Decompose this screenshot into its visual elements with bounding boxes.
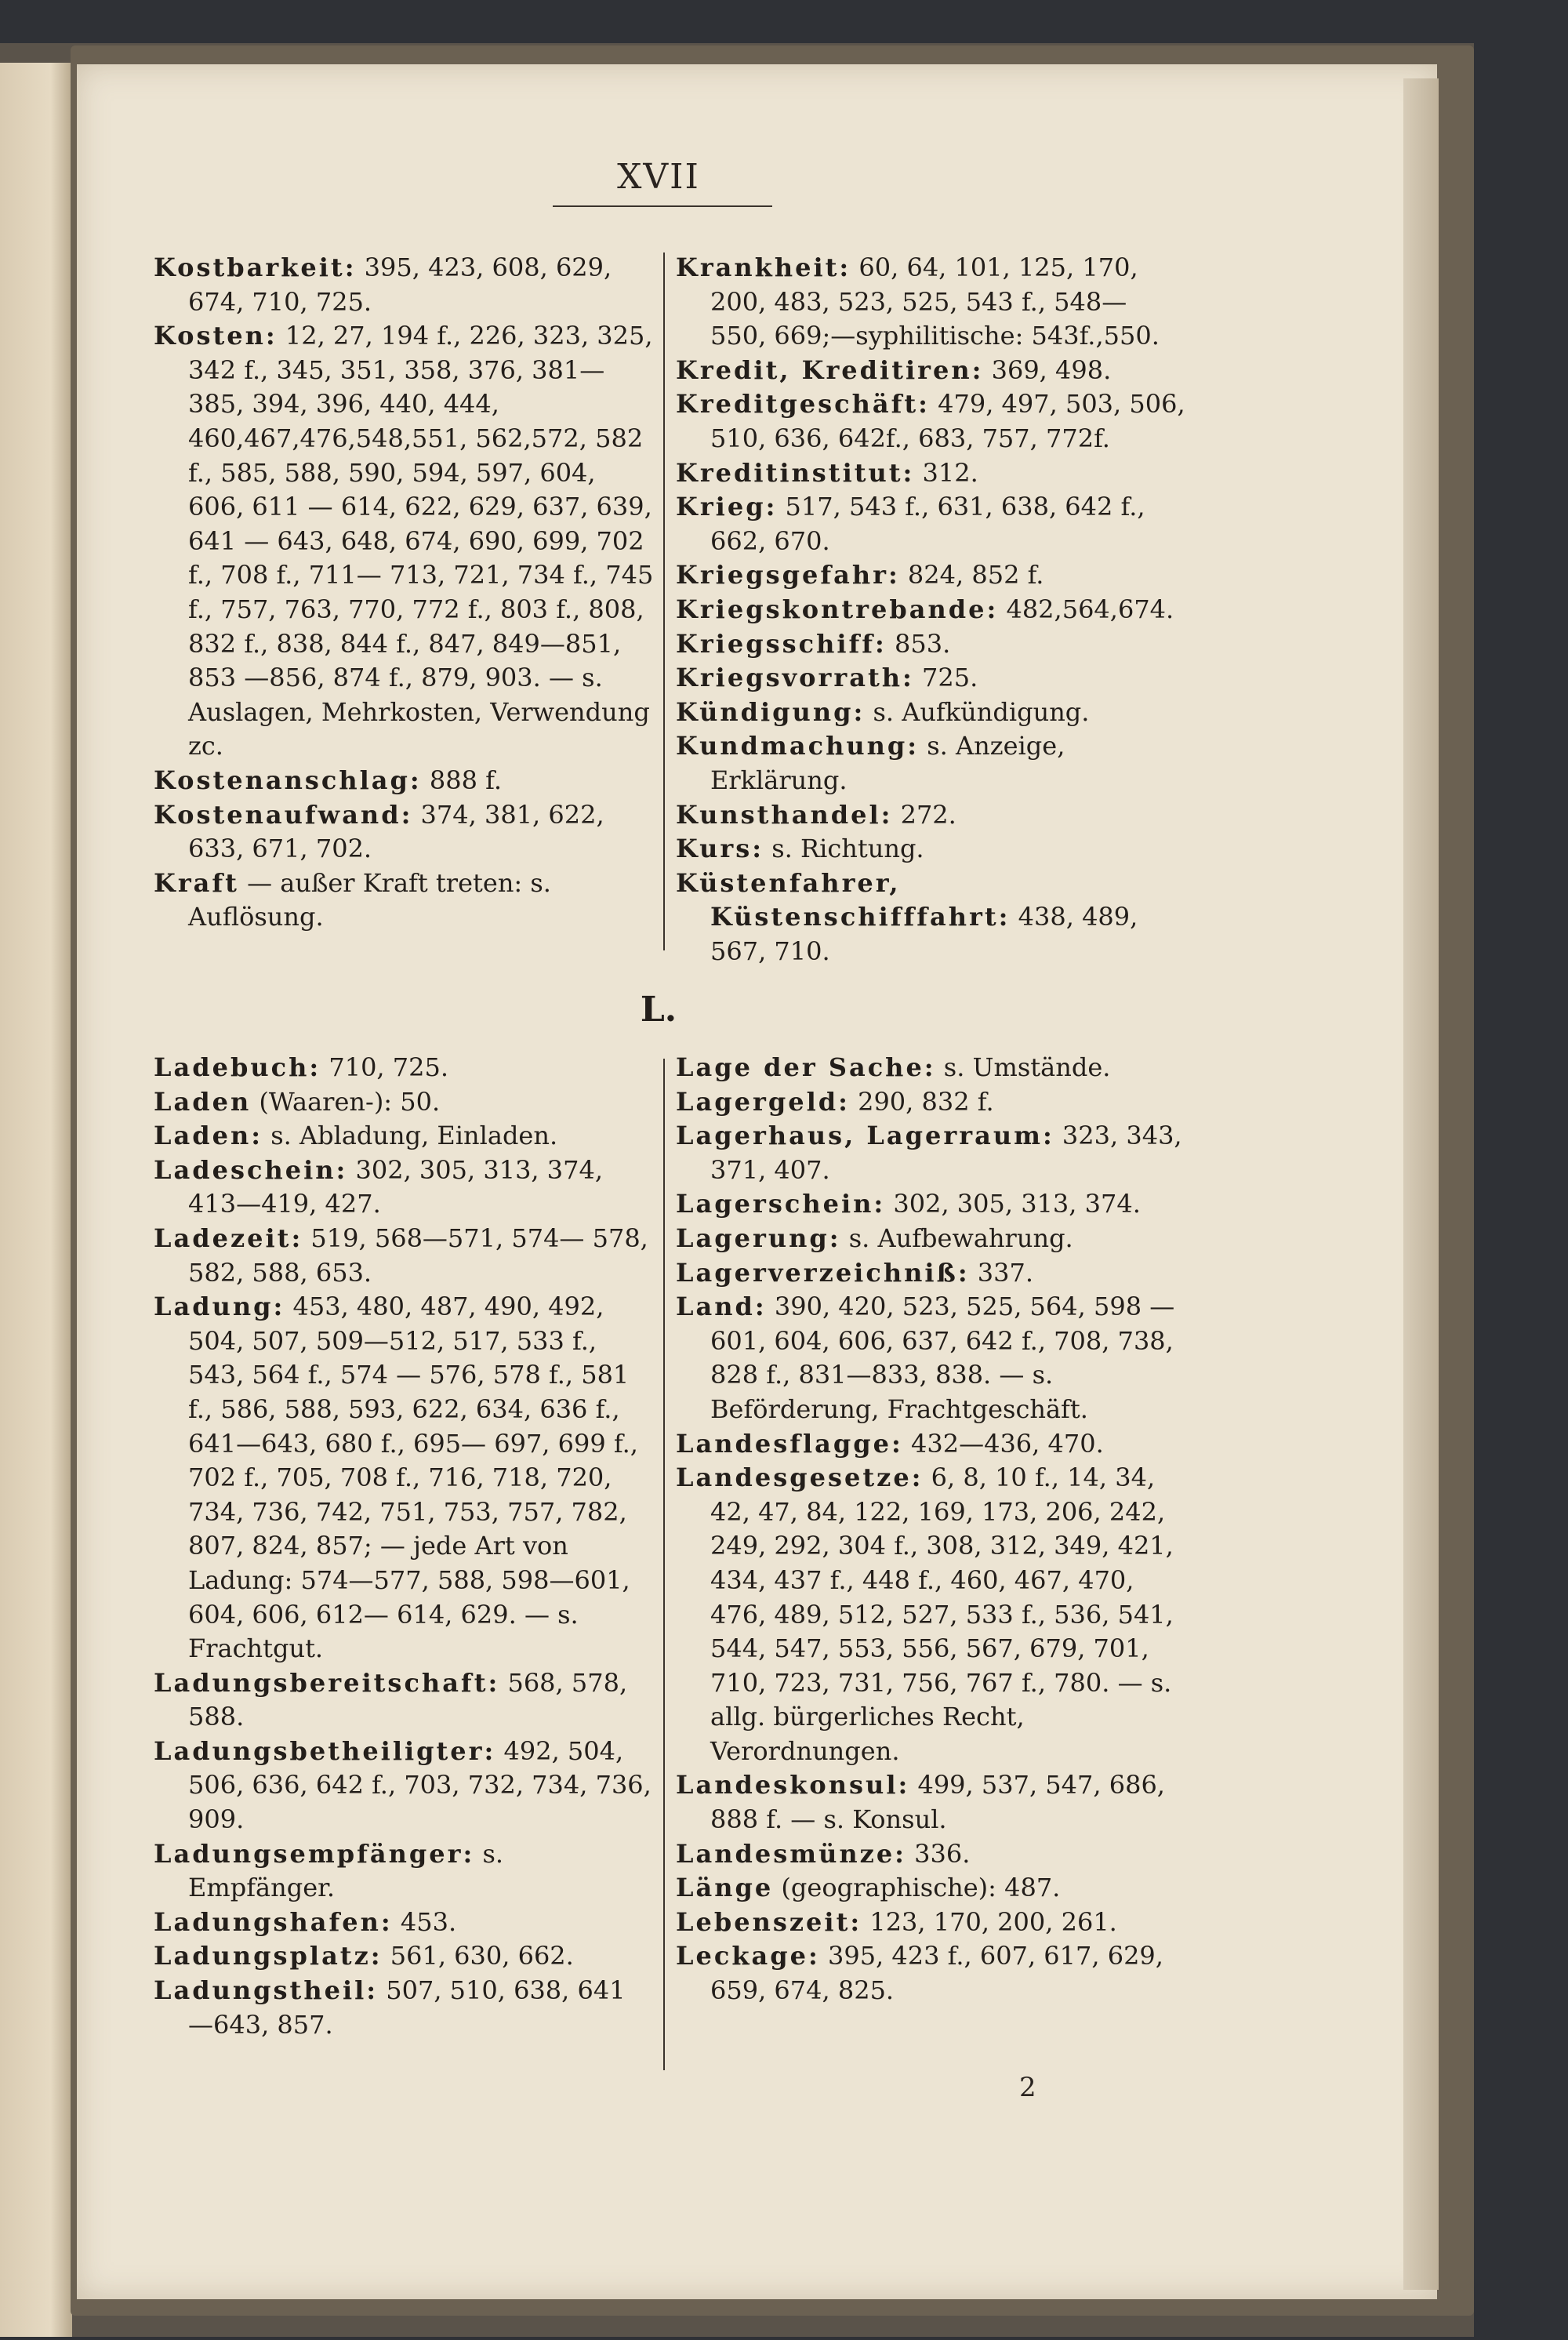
index-keyword: Kreditinstitut: (676, 457, 915, 488)
index-references: 60, 64, 101, 125, 170, 200, 483, 523, 525, 543 f., 548— 550, 669;—syphilitische: 543f.,550. (710, 253, 1160, 351)
index-keyword: Ladebuch: (154, 1052, 321, 1082)
index-keyword: Lebenszeit: (676, 1906, 862, 1937)
index-entry (154, 1735, 655, 1837)
index-references: 519, 568—571, 574— 578, 582, 588, 653. (188, 1223, 648, 1288)
index-entry (676, 1939, 1185, 2008)
index-keyword: Laden (154, 1086, 252, 1117)
index-entry (676, 1461, 1185, 1768)
index-entry (154, 867, 655, 935)
index-keyword: Kostenaufwand: (154, 799, 413, 830)
index-entry (154, 1051, 655, 1085)
index-entry (676, 1871, 1185, 1906)
index-entry (676, 1906, 1185, 1940)
signature-mark: 2 (1019, 2072, 1036, 2103)
index-keyword: Lagerschein: (676, 1189, 886, 1219)
index-keyword: Lagerung: (676, 1223, 841, 1253)
index-keyword: Kündigung: (676, 696, 866, 727)
index-references: s. Umstände. (935, 1052, 1111, 1082)
index-entry (676, 729, 1185, 798)
index-entry (676, 1222, 1185, 1256)
index-keyword: Krieg: (676, 492, 778, 522)
index-references: 312. (914, 457, 978, 488)
index-entry (154, 1974, 655, 2042)
index-entry (154, 251, 655, 319)
index-column-k-right (676, 251, 1185, 968)
index-keyword: Kunsthandel: (676, 799, 893, 830)
index-keyword: Ladungstheil: (154, 1975, 379, 2006)
index-references: s. Abladung, Einladen. (263, 1121, 558, 1151)
index-references: 499, 537, 547, 686, 888 f. — s. Konsul. (710, 1770, 1165, 1835)
index-references: 395, 423 f., 607, 617, 629, 659, 674, 825. (710, 1941, 1163, 2006)
index-entry (676, 1837, 1185, 1872)
index-entry (154, 764, 655, 798)
section-letter-heading: L. (640, 990, 677, 1030)
index-keyword: Landesflagge: (676, 1428, 903, 1459)
index-keyword: Krankheit: (676, 253, 851, 282)
index-references: 123, 170, 200, 261. (862, 1906, 1117, 1937)
index-keyword: Landeskonsul: (676, 1770, 910, 1800)
facing-page-edge (0, 63, 72, 2337)
index-entry (676, 1119, 1185, 1187)
index-references: 853. (886, 628, 951, 659)
index-keyword: Ladung: (154, 1292, 285, 1322)
index-keyword: Ladezeit: (154, 1223, 303, 1253)
index-entry (154, 1906, 655, 1940)
index-entry (676, 1290, 1185, 1426)
index-keyword: Lagergeld: (676, 1086, 850, 1117)
index-entry (676, 387, 1185, 456)
index-keyword: Lage der Sache: (676, 1052, 936, 1082)
index-keyword: Lagerverzeichniß: (676, 1257, 970, 1288)
index-entry (154, 1939, 655, 1974)
index-entry (676, 798, 1185, 833)
index-references: 888 f. (421, 765, 503, 795)
index-references: 453, 480, 487, 490, 492, 504, 507, 509—512, 517, 533 f., 543, 564 f., 574 — 576, 578 f., 581 f., 586, 588, 593, 622, 634, 636 f., 641—643, 680 f., 695— 697, 699 f., 702 f., 705, 708 f., 716, 718, 720, 734, 736, 742, 751, 753, 757, 782, 807, 824, 857; — jede Art von Ladung: 574—577, 588, 598—601, 604, 606, 612— 614, 629. — s. Frachtgut. (188, 1292, 638, 1664)
index-references: 374, 381, 622, 633, 671, 702. (188, 799, 604, 864)
index-keyword: Kriegsgefahr: (676, 560, 900, 590)
index-references: 438, 489, 567, 710. (710, 902, 1138, 966)
index-references: s. Aufkündigung. (865, 696, 1090, 727)
index-references: 561, 630, 662. (382, 1941, 574, 1971)
index-keyword: Kreditgeschäft: (676, 389, 930, 420)
index-entry (154, 1666, 655, 1735)
index-entry (154, 319, 655, 764)
index-keyword: Ladungsbetheiligter: (154, 1735, 496, 1766)
index-references: (Waaren-): 50. (251, 1086, 441, 1117)
index-references: 482,564,674. (998, 594, 1174, 624)
index-references: 272. (892, 799, 956, 830)
index-keyword: Kostbarkeit: (154, 253, 357, 282)
index-references: s. Aufbewahrung. (840, 1223, 1073, 1253)
index-references: 323, 343, 371, 407. (710, 1121, 1182, 1185)
index-entry (676, 661, 1185, 696)
index-keyword: Landesgesetze: (676, 1462, 924, 1493)
index-keyword: Ladungsplatz: (154, 1941, 383, 1971)
index-references: 290, 832 f. (849, 1086, 994, 1117)
index-keyword: Ladungsbereitschaft: (154, 1667, 500, 1698)
index-entry (676, 1768, 1185, 1837)
index-column-k-left (154, 251, 655, 935)
index-keyword: Küstenfahrer, Küstenschifffahrt: (676, 867, 1011, 932)
index-entry (154, 1222, 655, 1290)
index-keyword: Leckage: (676, 1941, 820, 1971)
index-entry (676, 696, 1185, 730)
index-keyword: Land: (676, 1292, 767, 1322)
index-references: 302, 305, 313, 374. (885, 1189, 1141, 1219)
index-keyword: Kostenanschlag: (154, 765, 422, 795)
index-references: 12, 27, 194 f., 226, 323, 325, 342 f., 345, 351, 358, 376, 381—385, 394, 396, 440, 444, 460,467,476,548,551, 562,572, 582 f., 585, 588, 590, 594, 597, 604, 606, 611 — 614, 622, 629, 637, 639, 641 — 643, 648, 674, 690, 699, 702 f., 708 f., 711— 713, 721, 734 f., 745 f., 757, 763, 770, 772 f., 803 f., 808, 832 f., 838, 844 f., 847, 849—851, 853 —856, 874 f., 879, 903. — s. Auslagen, Mehrkosten, Verwendung zc. (188, 321, 654, 761)
index-keyword: Laden: (154, 1121, 263, 1151)
index-entry (154, 798, 655, 867)
column-divider (663, 253, 665, 950)
index-column-l-left (154, 1051, 655, 2042)
index-entry (154, 1154, 655, 1222)
index-entry (676, 1427, 1185, 1462)
index-references: 710, 725. (321, 1052, 449, 1082)
index-references: 369, 498. (983, 354, 1112, 385)
index-references: 479, 497, 503, 506, 510, 636, 642f., 683, 757, 772f. (710, 389, 1185, 453)
index-references: 507, 510, 638, 641 —643, 857. (188, 1975, 626, 2040)
index-keyword: Ladeschein: (154, 1154, 348, 1185)
index-keyword: Länge (676, 1873, 774, 1903)
index-entry (676, 456, 1185, 491)
index-keyword: Ladungshafen: (154, 1906, 393, 1937)
index-keyword: Lagerhaus, Lagerraum: (676, 1121, 1054, 1151)
index-references: — außer Kraft treten: s. Auflösung. (188, 867, 551, 932)
column-divider (663, 1059, 665, 2070)
index-references: 395, 423, 608, 629, 674, 710, 725. (188, 253, 612, 317)
index-references: s. Richtung. (764, 834, 924, 864)
index-references: 824, 852 f. (899, 560, 1044, 590)
index-keyword: Kraft (154, 867, 239, 898)
index-keyword: Kriegskontrebande: (676, 594, 999, 624)
index-entry (676, 251, 1185, 354)
index-references: 432—436, 470. (902, 1428, 1104, 1459)
header-rule (553, 205, 772, 207)
index-entry (676, 1085, 1185, 1120)
index-references: 390, 420, 523, 525, 564, 598 —601, 604, 606, 637, 642 f., 708, 738, 828 f., 831—833, 838. — s. Beförderung, Frachtgeschäft. (710, 1292, 1175, 1424)
index-entry (676, 1051, 1185, 1085)
index-entry (676, 627, 1185, 662)
index-references: 517, 543 f., 631, 638, 642 f., 662, 670. (710, 492, 1145, 556)
index-entry (676, 558, 1185, 593)
index-references: 453. (392, 1906, 457, 1937)
page-fore-edge (1403, 78, 1439, 2290)
index-references: 6, 8, 10 f., 14, 34, 42, 47, 84, 122, 169, 173, 206, 242, 249, 292, 304 f., 308, 312, 349, 421, 434, 437 f., 448 f., 460, 467, 470, 476, 489, 512, 527, 533 f., 536, 541, 544, 547, 553, 556, 567, 679, 701, 710, 723, 731, 756, 767 f., 780. — s. allg. bürgerliches Recht, Verordnungen. (710, 1462, 1174, 1766)
index-entry (676, 1256, 1185, 1291)
index-keyword: Kriegsvorrath: (676, 663, 914, 693)
index-entry (676, 354, 1185, 388)
index-references: s. Anzeige, Erklärung. (710, 731, 1065, 795)
index-column-l-right (676, 1051, 1185, 2008)
index-references: s. Empfänger. (188, 1838, 504, 1903)
index-entry (154, 1837, 655, 1906)
index-entry (676, 832, 1185, 867)
index-keyword: Ladungsempfänger: (154, 1838, 475, 1869)
index-references: 302, 305, 313, 374, 413—419, 427. (188, 1154, 604, 1219)
index-entry (676, 1187, 1185, 1222)
index-keyword: Kredit, Kreditiren: (676, 354, 984, 385)
page-number-header: XVII (617, 157, 700, 197)
index-entry (676, 593, 1185, 627)
index-entry (154, 1290, 655, 1666)
index-entry (676, 490, 1185, 558)
index-entry (154, 1085, 655, 1120)
index-keyword: Landesmünze: (676, 1838, 906, 1869)
index-keyword: Kurs: (676, 834, 764, 864)
index-references: 492, 504, 506, 636, 642 f., 703, 732, 734, 736, 909. (188, 1735, 652, 1835)
index-references: (geographische): 487. (773, 1873, 1061, 1903)
index-entry (154, 1119, 655, 1154)
index-references: 336. (906, 1838, 971, 1869)
index-references: 725. (913, 663, 978, 693)
index-keyword: Kosten: (154, 321, 278, 351)
index-keyword: Kriegsschiff: (676, 628, 887, 659)
index-references: 337. (969, 1257, 1034, 1288)
index-entry (676, 867, 1185, 969)
index-keyword: Kundmachung: (676, 731, 920, 761)
index-references: 568, 578, 588. (188, 1667, 628, 1732)
